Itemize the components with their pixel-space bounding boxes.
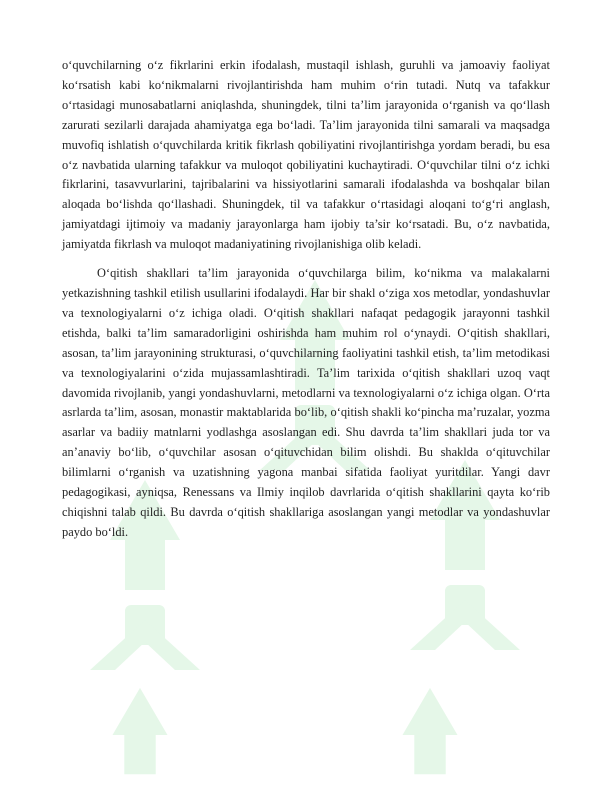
document-page [62,56,550,543]
watermark-logo-icon [370,680,490,790]
body-paragraph: O‘qitish shakllari ta’lim jarayonida o‘quvchilarga bilim, ko‘nikma va malakalarni yetkazishning tashkil etilish usullarini ifodalaydi. Har bir shakl o‘ziga xos metodlar, yondashuvlar va texnologiyalarni o‘z ichiga oladi. O‘qitish shakllari nafaqat pedagogik jarayonni tashkil etishda, balki ta’lim samaradorligini oshirishda ham muhim rol o‘ynaydi. O‘qitish shakllari, asosan, ta’lim jarayonining strukturasi, o‘quvchilarning faoliyatini tashkil etish, ta’lim metodikasi va texnologiyalarini o‘zida mujassamlashtiradi. Ta’lim tarixida o‘qitish shakllari uzoq vaqt davomida rivojlanib, yangi yondashuvlarni, metodlarni va texnologiyalarni o‘z ichiga olgan. O‘rta asrlarda ta’lim, asosan, monastir maktablarida bo‘lib, o‘qitish shakli ko‘pincha ma’ruzalar, yozma asarlar va badiiy matnlarni yodlashga asoslangan edi. Shu davrda ta’lim shakllari juda tor va an’anaviy bo‘lib, o‘quvchilar asosan o‘qituvchidan bilim olishdi. Bu shaklda o‘qituvchilar bilimlarni o‘rganish va uzatishning yagona manbai sifatida faoliyat yuritdilar. Yangi davr pedagogikasi, ayniqsa, Renessans va Ilmiy inqilob davrlarida o‘qitish shakllarini qayta ko‘rib chiqishni talab qildi. Bu davrda o‘qitish shakllariga asoslangan yangi metodlar va yondashuvlar paydo bo‘ldi. [62,266,550,539]
watermark-logo-icon [80,680,200,790]
body-paragraph: o‘quvchilarning o‘z fikrlarini erkin ifodalash, mustaqil ishlash, guruhli va jamoaviy faoliyat ko‘rsatish kabi ko‘nikmalarni rivojlantirishda ham muhim o‘rin tutadi. Nutq va tafakkur o‘rtasidagi munosabatlarni aniqlashda, shuningdek, tilni ta’lim jarayonida o‘rganish va qo‘llash zarurati sezilarli darajada ahamiyatga ega bo‘ladi. Ta’lim jarayonida tilni samarali va maqsadga muvofiq ishlatish o‘quvchilarda kritik fikrlash qobiliyatini rivojlantirishga yordam beradi, bu esa o‘z navbatida ularning tafakkur va muloqot qobiliyatini kuchaytiradi. O‘quvchilar tilni o‘z ichki fikrlarini, tasavvurlarini, tajribalarini va hissiyotlarini samarali ifodalashda va boshqalar bilan aloqada bo‘lishda qo‘llashadi. Shuningdek, til va tafakkur o‘rtasidagi aloqani to‘g‘ri anglash, jamiyatdagi ijtimoiy va madaniy jarayonlarga ham ijobiy ta’sir ko‘rsatadi. Bu, o‘z navbatida, jamiyatda fikrlash va muloqot madaniyatining rivojlanishiga olib keladi. [62,58,550,252]
